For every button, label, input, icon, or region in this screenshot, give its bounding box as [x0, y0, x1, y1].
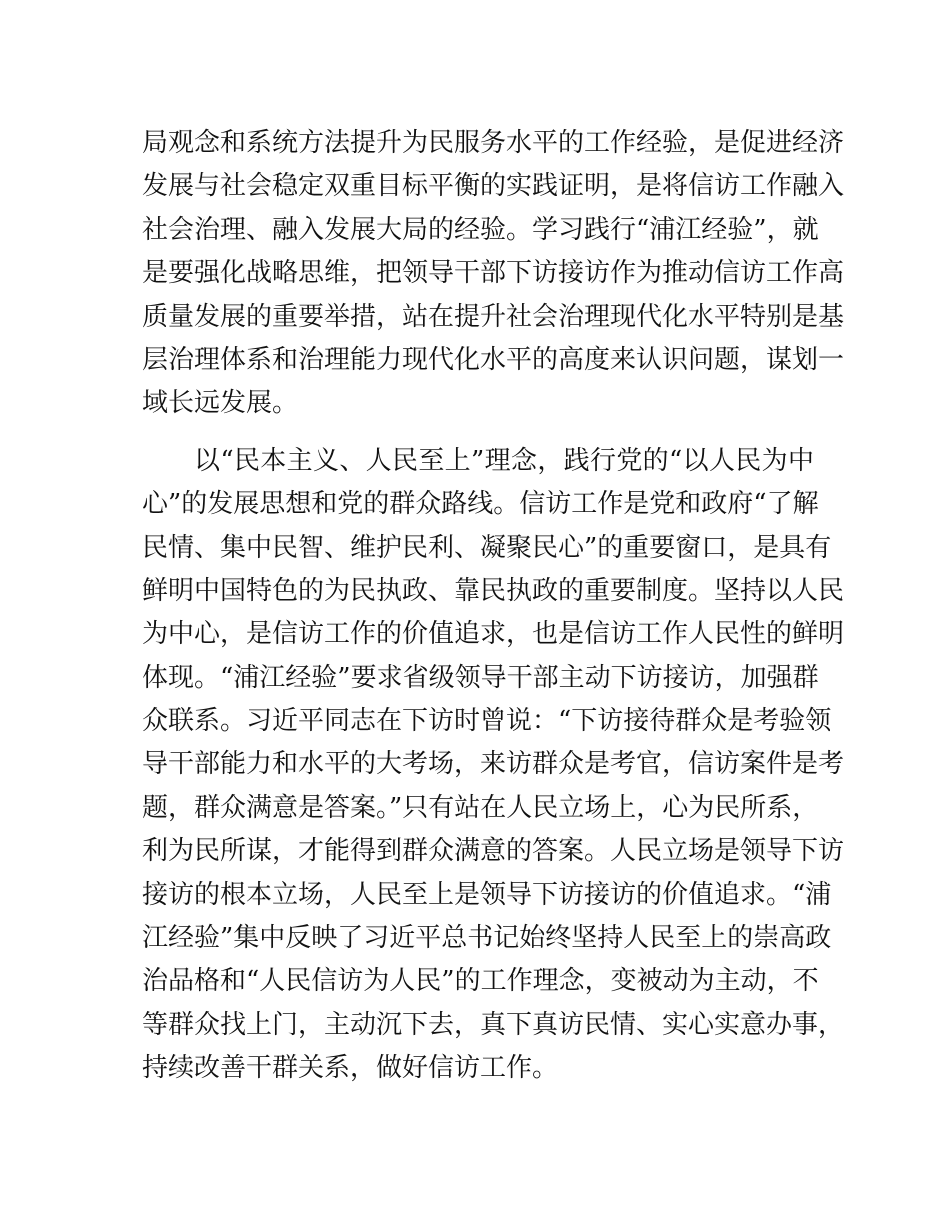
- text-line: 质量发展的重要举措，站在提升社会治理现代化水平特别是基: [142, 301, 845, 332]
- text-line: 是要强化战略思维，把领导干部下访接访作为推动信访工作高: [142, 258, 845, 289]
- text-line: 以“民本主义、人民至上”理念，践行党的“以人民为中: [194, 445, 814, 476]
- text-line: 为中心，是信访工作的价值追求，也是信访工作人民性的鲜明: [142, 619, 845, 650]
- text-line: 江经验”集中反映了习近平总书记始终坚持人民至上的崇高政: [142, 923, 832, 954]
- text-line: 等群众找上门，主动沉下去，真下真访民情、实心实意办事，: [142, 1009, 845, 1040]
- text-line: 题，群众满意是答案。”只有站在人民立场上，心为民所系，: [142, 792, 819, 823]
- text-line: 利为民所谋，才能得到群众满意的答案。人民立场是领导下访: [142, 836, 845, 867]
- text-line: 治品格和“人民信访为人民”的工作理念，变被动为主动，不: [142, 966, 819, 997]
- text-line: 层治理体系和治理能力现代化水平的高度来认识问题，谋划一: [142, 344, 845, 375]
- text-line: 局观念和系统方法提升为民服务水平的工作经验，是促进经济: [142, 128, 845, 158]
- text-line: 发展与社会稳定双重目标平衡的实践证明，是将信访工作融入: [142, 171, 845, 202]
- paragraph-1: [142, 122, 845, 426]
- document-body: [142, 122, 845, 1091]
- paragraph-2: [142, 440, 845, 1091]
- text-line: 域长远发展。: [142, 388, 299, 419]
- text-line: 众联系。习近平同志在下访时曾说：“下访接待群众是考验领: [142, 706, 832, 737]
- text-line: 心”的发展思想和党的群众路线。信访工作是党和政府“了解: [142, 489, 819, 520]
- text-line: 民情、集中民智、维护民利、凝聚民心”的重要窗口，是具有: [142, 532, 832, 563]
- paragraph-spacer: [142, 426, 814, 440]
- text-line: 接访的根本立场，人民至上是领导下访接访的价值追求。“浦: [142, 879, 832, 910]
- text-line: 社会治理、融入发展大局的经验。学习践行“浦江经验”，就: [142, 214, 819, 245]
- text-line: 持续改善干群关系，做好信访工作。: [142, 1053, 559, 1084]
- text-line: 鲜明中国特色的为民执政、靠民执政的重要制度。坚持以人民: [142, 575, 845, 606]
- text-line: 体现。“浦江经验”要求省级领导干部主动下访接访，加强群: [142, 662, 819, 693]
- text-line: 导干部能力和水平的大考场，来访群众是考官，信访案件是考: [142, 749, 845, 780]
